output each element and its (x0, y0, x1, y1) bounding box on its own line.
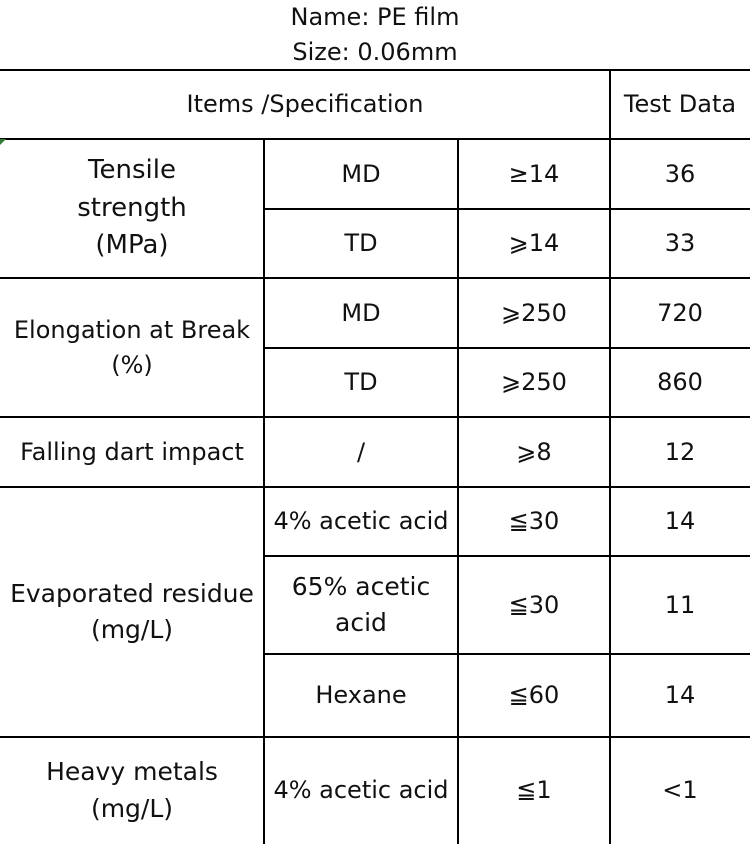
grid-line (264, 347, 750, 349)
grid-line (0, 736, 750, 738)
heavy-metals-value: <1 (662, 776, 698, 805)
grid-line (264, 555, 750, 557)
residue-65pct-direction: 65% acetic acid (291, 571, 431, 637)
grid-line (264, 653, 750, 655)
residue-4pct-spec: ≦30 (508, 507, 560, 536)
grid-line (264, 208, 750, 210)
tensile-td-spec: ⩾14 (508, 229, 560, 258)
grid-line (263, 139, 265, 844)
residue-hexane-value: 14 (664, 681, 696, 710)
grid-line (0, 486, 750, 488)
tensile-md-direction: MD (341, 159, 381, 188)
falling-dart-spec: ⩾8 (516, 437, 552, 466)
elongation-md-value: 720 (657, 298, 703, 327)
residue-65pct-value: 11 (664, 590, 696, 619)
falling-dart-label: Falling dart impact (20, 437, 244, 466)
grid-line (0, 416, 750, 418)
heavy-metals-spec: ≦1 (516, 776, 552, 805)
elongation-md-spec: ⩾250 (501, 298, 567, 327)
tensile-td-value: 33 (664, 229, 696, 258)
residue-hexane-spec: ≦60 (508, 681, 560, 710)
elongation-td-value: 860 (657, 368, 703, 397)
tensile-strength-label: Tensile strength (MPa) (77, 154, 187, 261)
grid-line (457, 139, 459, 844)
tensile-td-direction: TD (344, 229, 378, 258)
falling-dart-direction: / (356, 437, 366, 466)
grid-line (0, 138, 750, 140)
tensile-md-spec: ≥14 (508, 159, 560, 188)
elongation-label: Elongation at Break (%) (13, 315, 251, 379)
test-data-header: Test Data (623, 90, 737, 119)
grid-line (0, 69, 750, 71)
items-specification-header: Items /Specification (186, 90, 424, 119)
residue-4pct-value: 14 (664, 507, 696, 536)
title-cell (0, 0, 750, 70)
product-size: Size: 0.06mm (292, 38, 458, 66)
falling-dart-value: 12 (664, 437, 696, 466)
grid-line (0, 277, 750, 279)
grid-line (609, 70, 611, 844)
product-name: Name: PE film (290, 3, 460, 32)
heavy-metals-label: Heavy metals (mg/L) (46, 757, 218, 823)
residue-hexane-direction: Hexane (315, 681, 407, 710)
residue-65pct-spec: ≦30 (508, 590, 560, 619)
tensile-md-value: 36 (664, 159, 696, 188)
evaporated-residue-label: Evaporated residue (mg/L) (10, 578, 254, 644)
residue-4pct-direction: 4% acetic acid (273, 507, 449, 536)
elongation-td-spec: ⩾250 (501, 368, 567, 397)
elongation-md-direction: MD (341, 298, 381, 327)
heavy-metals-direction: 4% acetic acid (273, 776, 449, 805)
elongation-td-direction: TD (344, 368, 378, 397)
cell-marker (0, 139, 6, 145)
